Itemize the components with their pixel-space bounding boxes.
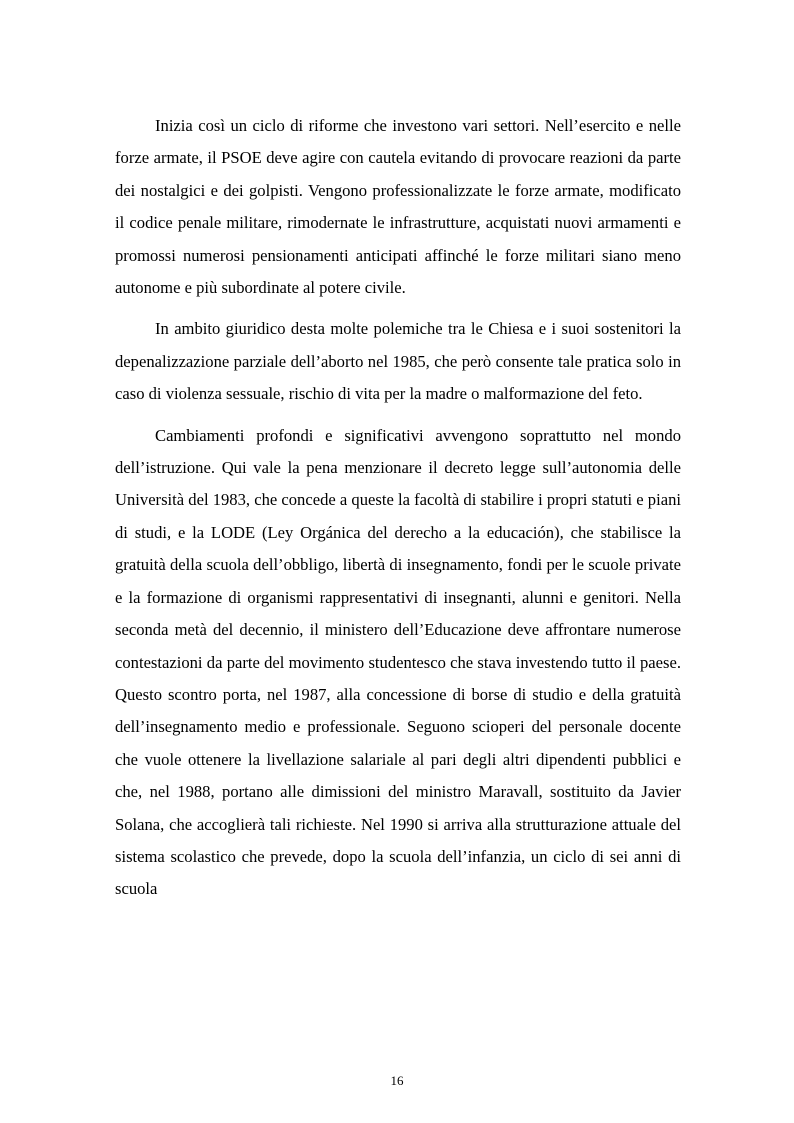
page-number: 16 bbox=[390, 1073, 404, 1088]
paragraph-abortion-law: In ambito giuridico desta molte polemiche tra le Chiesa e i suoi sostenitori la depenalizzazione parziale dell’aborto nel 1985, che però consente tale pratica solo in caso di violenza sessuale, rischio di vita per la madre o malformazione del feto. bbox=[115, 319, 681, 404]
paragraph-education-reforms: Cambiamenti profondi e significativi avvengono soprattutto nel mondo dell’istruzione. Qui vale la pena menzionare il decreto legge sull’autonomia delle Università del 1983, che concede a queste la facoltà di stabilire i propri statuti e piani di studi, e la LODE (Ley Orgánica del derecho a la educación), che stabilisce la gratuità della scuola dell’obbligo, libertà di insegnamento, fondi per le scuole private e la formazione di organismi rappresentativi di insegnanti, alunni e genitori. Nella seconda metà del decennio, il ministero dell’Educazione deve affrontare numerose contestazioni da parte del movimento studentesco che stava investendo tutto il paese. Questo scontro porta, nel 1987, alla concessione di borse di studio e della gratuità dell’insegnamento medio e professionale. Seguono scioperi del personale docente che vuole ottenere la livellazione salariale al pari degli altri dipendenti pubblici e che, nel 1988, portano alle dimissioni del ministro Maravall, sostituito da Javier Solana, che accoglierà tali richieste. Nel 1990 si arriva alla strutturazione attuale del sistema scolastico che prevede, dopo la scuola dell’infanzia, un ciclo di sei anni di scuola bbox=[115, 425, 681, 899]
paragraph-reforms-military: Inizia così un ciclo di riforme che investono vari settori. Nell’esercito e nelle forze armate, il PSOE deve agire con cautela evitando di provocare reazioni da parte dei nostalgici e dei golpisti. Vengono professionalizzate le forze armate, modificato il codice penale militare, rimodernate le infrastrutture, acquistati nuovi armamenti e promossi numerosi pensionamenti anticipati affinché le forze militari siano meno autonome e più subordinate al potere civile. bbox=[115, 116, 681, 298]
body-text bbox=[115, 110, 681, 906]
